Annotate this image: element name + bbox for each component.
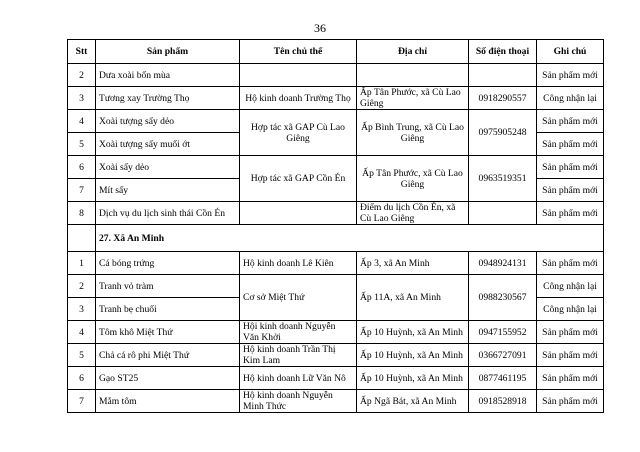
cell-note: Sản phẩm mới [537,133,604,156]
cell-owner: Hợp tác xã GAP Cồn Én [240,156,357,202]
cell-stt: 3 [68,298,96,321]
cell-address: Ấp 11A, xã An Minh [357,275,469,321]
table-row [68,156,604,179]
cell-owner: Hội kinh doanh Nguyễn Văn Khởi [240,321,357,344]
cell-stt: 1 [68,252,96,275]
header-phone: Số điện thoại [469,40,537,64]
cell-phone: 0947155952 [469,321,537,344]
cell-product: Tranh bẹ chuối [96,298,240,321]
cell-address: Ấp Ngã Bát, xã An Minh [357,390,469,413]
cell-phone: 0975905248 [469,110,537,156]
cell-owner: Hộ kinh doanh Nguyễn Minh Thức [240,390,357,413]
cell-phone: 0918528918 [469,390,537,413]
cell-owner [240,202,357,225]
cell-product: Xoài sấy dẻo [96,156,240,179]
table-row [68,110,604,133]
cell-note: Sản phẩm mới [537,321,604,344]
cell-product: Dưa xoài bốn mùa [96,64,240,87]
cell-note: Sản phẩm mới [537,367,604,390]
cell-note: Sản phẩm mới [537,156,604,179]
cell-note: Sản phẩm mới [537,202,604,225]
header-row [68,40,604,64]
cell-stt: 3 [68,87,96,110]
cell-stt: 7 [68,390,96,413]
cell-phone: 0366727091 [469,344,537,367]
cell-product: Tương xay Trường Thọ [96,87,240,110]
cell-stt [68,225,96,252]
cell-note: Công nhận lại [537,275,604,298]
cell-owner [240,64,357,87]
cell-phone: 0918290557 [469,87,537,110]
cell-address: Ấp Tân Phước, xã Cù Lao Giêng [357,87,469,110]
cell-stt: 5 [68,344,96,367]
cell-product: Tranh vỏ tràm [96,275,240,298]
table-row [68,202,604,225]
cell-stt: 6 [68,156,96,179]
cell-note: Sản phẩm mới [537,64,604,87]
cell-stt: 5 [68,133,96,156]
cell-note: Sản phẩm mới [537,390,604,413]
cell-address: Ấp 10 Huỳnh, xã An Minh [357,344,469,367]
cell-note: Sản phẩm mới [537,252,604,275]
cell-note: Sản phẩm mới [537,344,604,367]
header-product: Sản phẩm [96,40,240,64]
header-address: Địa chỉ [357,40,469,64]
cell-phone [469,202,537,225]
cell-address: Ấp Tân Phước, xã Cù Lao Giêng [357,156,469,202]
cell-note: Sản phẩm mới [537,110,604,133]
header-stt: Stt [68,40,96,64]
cell-phone: 0963519351 [469,156,537,202]
cell-product: Xoài tượng sấy dẻo [96,110,240,133]
cell-stt: 8 [68,202,96,225]
cell-phone: 0988230567 [469,275,537,321]
cell-owner: Hợp tác xã GAP Cù Lao Giêng [240,110,357,156]
cell-address [357,64,469,87]
cell-product: Xoài tượng sấy muối ớt [96,133,240,156]
cell-stt: 2 [68,275,96,298]
cell-stt: 7 [68,179,96,202]
cell-stt: 6 [68,367,96,390]
table-row [68,87,604,110]
cell-phone: 0877461195 [469,367,537,390]
table-row [68,275,604,298]
cell-address: Ấp 10 Huỳnh, xã An Minh [357,367,469,390]
cell-owner: Cơ sở Miệt Thứ [240,275,357,321]
cell-product: Gạo ST25 [96,367,240,390]
cell-stt: 4 [68,110,96,133]
cell-owner: Hộ kinh doanh Lữ Văn Nô [240,367,357,390]
cell-product: Dịch vụ du lịch sinh thái Cồn Én [96,202,240,225]
cell-product: Chả cá rô phi Miệt Thứ [96,344,240,367]
section-title: 27. Xã An Minh [96,225,604,252]
table-row [68,344,604,367]
cell-stt: 2 [68,64,96,87]
page-number: 36 [314,21,326,35]
cell-owner: Hộ kinh doanh Trần Thị Kim Lam [240,344,357,367]
section-row [68,225,604,252]
table-row [68,252,604,275]
cell-product: Mắm tôm [96,390,240,413]
header-owner: Tên chủ thể [240,40,357,64]
cell-product: Cá bóng trứng [96,252,240,275]
cell-owner: Hộ kinh doanh Trường Thọ [240,87,357,110]
cell-address: Ấp 10 Huỳnh, xã An Minh [357,321,469,344]
cell-address: Điểm du lịch Cồn Én, xã Cù Lao Giêng [357,202,469,225]
header-note: Ghi chú [537,40,604,64]
cell-address: Ấp 3, xã An Minh [357,252,469,275]
cell-owner: Hộ kinh doanh Lê Kiên [240,252,357,275]
cell-note: Sản phẩm mới [537,179,604,202]
cell-product: Tôm khô Miệt Thứ [96,321,240,344]
cell-note: Công nhận lại [537,298,604,321]
table-row [68,321,604,344]
cell-note: Công nhận lại [537,87,604,110]
table-row [68,64,604,87]
cell-phone [469,64,537,87]
cell-address: Ấp Bình Trung, xã Cù Lao Giêng [357,110,469,156]
table-row [68,367,604,390]
cell-stt: 4 [68,321,96,344]
cell-product: Mít sấy [96,179,240,202]
table-row [68,390,604,413]
product-table [67,39,604,413]
cell-phone: 0948924131 [469,252,537,275]
